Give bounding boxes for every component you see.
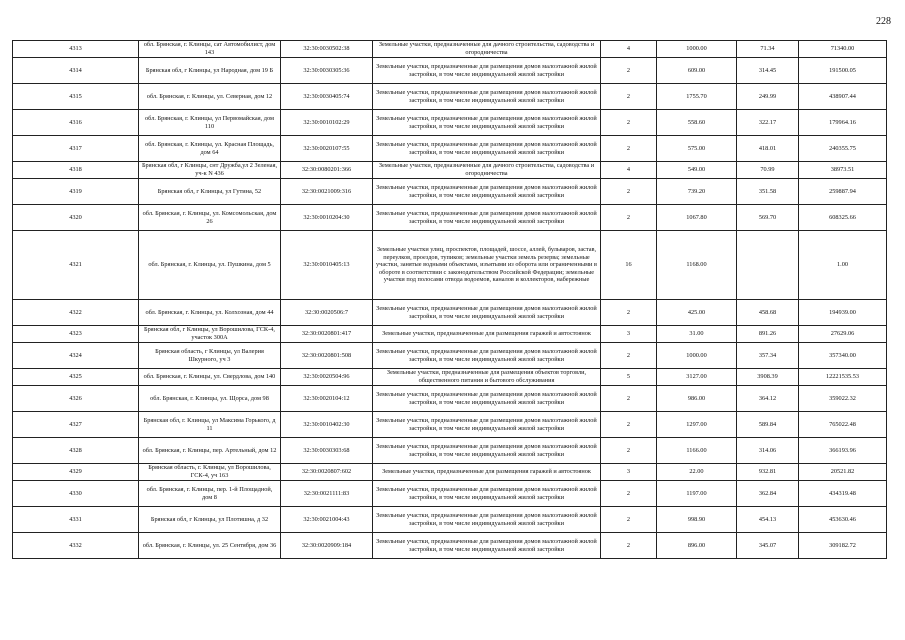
table-row [13, 205, 887, 231]
area-cell: 3127.00 [657, 369, 737, 386]
land-use-cell: Земельные участки, предназначенные для размещения домов малоэтажной жилой застройки, в том числе индивидуальной жилой застройки [373, 481, 601, 507]
area-cell: 1168.00 [657, 231, 737, 300]
cadastral-number-cell: 32:30:0030303:68 [281, 438, 373, 464]
area-cell: 1166.00 [657, 438, 737, 464]
cadastral-value-cell: 27629.06 [799, 326, 887, 343]
area-cell: 1000.00 [657, 41, 737, 58]
category-code-cell: 2 [601, 507, 657, 533]
cadastral-value-cell: 191500.05 [799, 58, 887, 84]
row-number-cell: 4329 [13, 464, 139, 481]
cadastral-value-cell: 765022.48 [799, 412, 887, 438]
land-use-cell: Земельные участки, предназначенные для размещения домов малоэтажной жилой застройки, в том числе индивидуальной жилой застройки [373, 507, 601, 533]
row-number-cell: 4316 [13, 110, 139, 136]
row-number-cell: 4319 [13, 179, 139, 205]
table-row [13, 326, 887, 343]
table-row [13, 386, 887, 412]
land-use-cell: Земельные участки, предназначенные для размещения домов малоэтажной жилой застройки, в том числе индивидуальной жилой застройки [373, 205, 601, 231]
area-cell: 1297.00 [657, 412, 737, 438]
area-cell: 986.00 [657, 386, 737, 412]
address-cell: Брянская обл, г Клинцы, снт Дружба,ул 2 Зеленая, уч-к N 436 [139, 162, 281, 179]
address-cell: обл. Брянская, г. Клинцы, ул. Пушкина, дом 5 [139, 231, 281, 300]
category-code-cell: 2 [601, 58, 657, 84]
address-cell: обл. Брянская, г. Клинцы, пер. Артельный, дом 12 [139, 438, 281, 464]
land-use-cell: Земельные участки, предназначенные для размещения домов малоэтажной жилой застройки, в том числе индивидуальной жилой застройки [373, 58, 601, 84]
cadastral-value-cell: 608325.66 [799, 205, 887, 231]
cadastral-value-cell: 1.00 [799, 231, 887, 300]
cadastral-number-cell: 32:30:0030502:38 [281, 41, 373, 58]
table-row [13, 136, 887, 162]
table-row [13, 369, 887, 386]
address-cell: обл. Брянская, г. Клинцы, ул. Колхозная, дом 44 [139, 300, 281, 326]
address-cell: обл. Брянская, г. Клинцы, ул. Комсомольская, дом 26 [139, 205, 281, 231]
cadastral-register-table [12, 40, 887, 559]
cadastral-value-cell: 434319.48 [799, 481, 887, 507]
area-cell: 739.20 [657, 179, 737, 205]
land-use-cell: Земельные участки, предназначенные для дачного строительства, садоводства и огородничества [373, 162, 601, 179]
cadastral-number-cell: 32:30:0010405:13 [281, 231, 373, 300]
category-code-cell: 2 [601, 300, 657, 326]
cadastral-number-cell: 32:30:0020107:55 [281, 136, 373, 162]
table-row [13, 41, 887, 58]
cadastral-value-cell: 309182.72 [799, 533, 887, 559]
address-cell: Брянская обл, г Клинцы, ул Гутина, 52 [139, 179, 281, 205]
cadastral-value-cell: 38973.51 [799, 162, 887, 179]
cadastral-value-cell: 357340.00 [799, 343, 887, 369]
specific-value-cell: 351.58 [737, 179, 799, 205]
cadastral-number-cell: 32:30:0020807:602 [281, 464, 373, 481]
address-cell: Брянская область, г. Клинцы, ул Ворошилова, ГСК-4, уч 163 [139, 464, 281, 481]
row-number-cell: 4332 [13, 533, 139, 559]
cadastral-number-cell: 32:30:0020506:7 [281, 300, 373, 326]
cadastral-value-cell: 179964.16 [799, 110, 887, 136]
category-code-cell: 2 [601, 412, 657, 438]
row-number-cell: 4318 [13, 162, 139, 179]
cadastral-value-cell: 259887.94 [799, 179, 887, 205]
land-use-cell: Земельные участки, предназначенные для размещения гаражей и автостоянок [373, 464, 601, 481]
specific-value-cell: 314.06 [737, 438, 799, 464]
address-cell: Брянская обл, г Клинцы, ул Народная, дом 19 Б [139, 58, 281, 84]
cadastral-number-cell: 32:30:0021111:83 [281, 481, 373, 507]
category-code-cell: 2 [601, 205, 657, 231]
area-cell: 549.00 [657, 162, 737, 179]
table-row [13, 231, 887, 300]
land-use-cell: Земельные участки, предназначенные для дачного строительства, садоводства и огородничества [373, 41, 601, 58]
category-code-cell: 4 [601, 162, 657, 179]
address-cell: Брянская область, г Клинцы, ул Валерия Шкурного, уч 3 [139, 343, 281, 369]
page-number: 228 [876, 16, 891, 27]
specific-value-cell: 249.99 [737, 84, 799, 110]
row-number-cell: 4325 [13, 369, 139, 386]
row-number-cell: 4328 [13, 438, 139, 464]
category-code-cell: 2 [601, 179, 657, 205]
category-code-cell: 2 [601, 343, 657, 369]
land-use-cell: Земельные участки, предназначенные для размещения домов малоэтажной жилой застройки, в том числе индивидуальной жилой застройки [373, 438, 601, 464]
cadastral-number-cell: 32:30:0021004:43 [281, 507, 373, 533]
area-cell: 998.90 [657, 507, 737, 533]
address-cell: Брянская обл, г. Клинцы, ул Максима Горького, д 11 [139, 412, 281, 438]
specific-value-cell: 3908.39 [737, 369, 799, 386]
category-code-cell: 2 [601, 110, 657, 136]
specific-value-cell: 364.12 [737, 386, 799, 412]
table-row [13, 162, 887, 179]
address-cell: обл. Брянская, г. Клинцы, ул. 25 Сентября, дом 36 [139, 533, 281, 559]
land-use-cell: Земельные участки, предназначенные для размещения домов малоэтажной жилой застройки, в том числе индивидуальной жилой застройки [373, 386, 601, 412]
cadastral-value-cell: 453630.46 [799, 507, 887, 533]
category-code-cell: 16 [601, 231, 657, 300]
area-cell: 1000.00 [657, 343, 737, 369]
cadastral-value-cell: 240355.75 [799, 136, 887, 162]
row-number-cell: 4321 [13, 231, 139, 300]
land-use-cell: Земельные участки, предназначенные для размещения домов малоэтажной жилой застройки, в том числе индивидуальной жилой застройки [373, 110, 601, 136]
category-code-cell: 2 [601, 481, 657, 507]
category-code-cell: 2 [601, 533, 657, 559]
cadastral-number-cell: 32:30:0030405:74 [281, 84, 373, 110]
specific-value-cell: 418.01 [737, 136, 799, 162]
table-row [13, 343, 887, 369]
address-cell: обл. Брянская, г. Клинцы, сат Автомобилист, дом 143 [139, 41, 281, 58]
specific-value-cell: 891.26 [737, 326, 799, 343]
address-cell: обл. Брянская, г. Клинцы, ул. Красная Площадь, дом 64 [139, 136, 281, 162]
cadastral-value-cell: 12221535.53 [799, 369, 887, 386]
cadastral-value-cell: 71340.00 [799, 41, 887, 58]
cadastral-number-cell: 32:30:0030305:36 [281, 58, 373, 84]
table-row [13, 464, 887, 481]
table-row [13, 412, 887, 438]
row-number-cell: 4315 [13, 84, 139, 110]
address-cell: Брянская обл, г Клинцы, ул Плотишна, д 32 [139, 507, 281, 533]
cadastral-value-cell: 194939.00 [799, 300, 887, 326]
specific-value-cell: 454.13 [737, 507, 799, 533]
row-number-cell: 4322 [13, 300, 139, 326]
row-number-cell: 4314 [13, 58, 139, 84]
address-cell: обл. Брянская, г. Клинцы, ул Первомайская, дом 110 [139, 110, 281, 136]
row-number-cell: 4326 [13, 386, 139, 412]
specific-value-cell: 458.68 [737, 300, 799, 326]
category-code-cell: 2 [601, 386, 657, 412]
cadastral-value-cell: 20521.82 [799, 464, 887, 481]
row-number-cell: 4323 [13, 326, 139, 343]
cadastral-number-cell: 32:30:0020801:417 [281, 326, 373, 343]
category-code-cell: 3 [601, 464, 657, 481]
cadastral-value-cell: 359022.32 [799, 386, 887, 412]
row-number-cell: 4330 [13, 481, 139, 507]
land-use-cell: Земельные участки, предназначенные для размещения домов малоэтажной жилой застройки, в том числе индивидуальной жилой застройки [373, 343, 601, 369]
area-cell: 575.00 [657, 136, 737, 162]
address-cell: Брянская обл, г Клинцы, ул Ворошилова, ГСК-4, участок 300А [139, 326, 281, 343]
table-row [13, 58, 887, 84]
specific-value-cell [737, 231, 799, 300]
cadastral-number-cell: 32:30:0010402:30 [281, 412, 373, 438]
specific-value-cell: 345.07 [737, 533, 799, 559]
area-cell: 1755.70 [657, 84, 737, 110]
area-cell: 425.00 [657, 300, 737, 326]
table-row [13, 438, 887, 464]
row-number-cell: 4327 [13, 412, 139, 438]
category-code-cell: 2 [601, 84, 657, 110]
cadastral-number-cell: 32:30:0020801:508 [281, 343, 373, 369]
cadastral-number-cell: 32:30:0080201:366 [281, 162, 373, 179]
cadastral-number-cell: 32:30:0020504:96 [281, 369, 373, 386]
land-use-cell: Земельные участки, предназначенные для размещения домов малоэтажной жилой застройки, в том числе индивидуальной жилой застройки [373, 533, 601, 559]
land-use-cell: Земельные участки, предназначенные для размещения объектов торговли, общественного питания и бытового обслуживания [373, 369, 601, 386]
specific-value-cell: 569.70 [737, 205, 799, 231]
table-row [13, 84, 887, 110]
specific-value-cell: 322.17 [737, 110, 799, 136]
table-row [13, 300, 887, 326]
specific-value-cell: 589.84 [737, 412, 799, 438]
area-cell: 31.00 [657, 326, 737, 343]
specific-value-cell: 357.34 [737, 343, 799, 369]
cadastral-number-cell: 32:30:0021009:316 [281, 179, 373, 205]
land-use-cell: Земельные участки, предназначенные для размещения домов малоэтажной жилой застройки, в том числе индивидуальной жилой застройки [373, 179, 601, 205]
specific-value-cell: 362.84 [737, 481, 799, 507]
table-row [13, 481, 887, 507]
area-cell: 1197.00 [657, 481, 737, 507]
cadastral-number-cell: 32:30:0020909:184 [281, 533, 373, 559]
row-number-cell: 4313 [13, 41, 139, 58]
row-number-cell: 4317 [13, 136, 139, 162]
land-use-cell: Земельные участки улиц, проспектов, площадей, шоссе, аллей, бульваров, застав, переулков, проездов, тупиков; земельные участки земель резерва; земельные участки, занятые водными объектами, изъятыми из оборота или ограниченными в обороте в соответствии с законодательством Российской Федерации; земельные участки под полосами отвода водоемов, каналов и коллекторов, набережные [373, 231, 601, 300]
category-code-cell: 4 [601, 41, 657, 58]
area-cell: 1067.80 [657, 205, 737, 231]
specific-value-cell: 932.81 [737, 464, 799, 481]
specific-value-cell: 71.34 [737, 41, 799, 58]
area-cell: 22.00 [657, 464, 737, 481]
land-use-cell: Земельные участки, предназначенные для размещения гаражей и автостоянок [373, 326, 601, 343]
address-cell: обл. Брянская, г. Клинцы, пер. 1-й Площадной, дом 8 [139, 481, 281, 507]
table-row [13, 507, 887, 533]
area-cell: 896.00 [657, 533, 737, 559]
land-use-cell: Земельные участки, предназначенные для размещения домов малоэтажной жилой застройки, в том числе индивидуальной жилой застройки [373, 300, 601, 326]
cadastral-number-cell: 32:30:0020104:12 [281, 386, 373, 412]
table-row [13, 179, 887, 205]
register-body [13, 41, 887, 559]
table-row [13, 533, 887, 559]
address-cell: обл. Брянская, г. Клинцы, ул. Свердлова, дом 140 [139, 369, 281, 386]
cadastral-value-cell: 366193.96 [799, 438, 887, 464]
cadastral-number-cell: 32:30:0010204:30 [281, 205, 373, 231]
address-cell: обл. Брянская, г. Клинцы, ул. Щорса, дом 98 [139, 386, 281, 412]
area-cell: 609.00 [657, 58, 737, 84]
cadastral-value-cell: 438907.44 [799, 84, 887, 110]
area-cell: 558.60 [657, 110, 737, 136]
land-use-cell: Земельные участки, предназначенные для размещения домов малоэтажной жилой застройки, в том числе индивидуальной жилой застройки [373, 412, 601, 438]
specific-value-cell: 314.45 [737, 58, 799, 84]
category-code-cell: 2 [601, 136, 657, 162]
land-use-cell: Земельные участки, предназначенные для размещения домов малоэтажной жилой застройки, в том числе индивидуальной жилой застройки [373, 84, 601, 110]
cadastral-number-cell: 32:30:0010102:29 [281, 110, 373, 136]
table-row [13, 110, 887, 136]
category-code-cell: 2 [601, 438, 657, 464]
specific-value-cell: 70.99 [737, 162, 799, 179]
category-code-cell: 5 [601, 369, 657, 386]
land-use-cell: Земельные участки, предназначенные для размещения домов малоэтажной жилой застройки, в том числе индивидуальной жилой застройки [373, 136, 601, 162]
category-code-cell: 3 [601, 326, 657, 343]
row-number-cell: 4324 [13, 343, 139, 369]
address-cell: обл. Брянская, г. Клинцы, ул. Северная, дом 12 [139, 84, 281, 110]
row-number-cell: 4331 [13, 507, 139, 533]
row-number-cell: 4320 [13, 205, 139, 231]
